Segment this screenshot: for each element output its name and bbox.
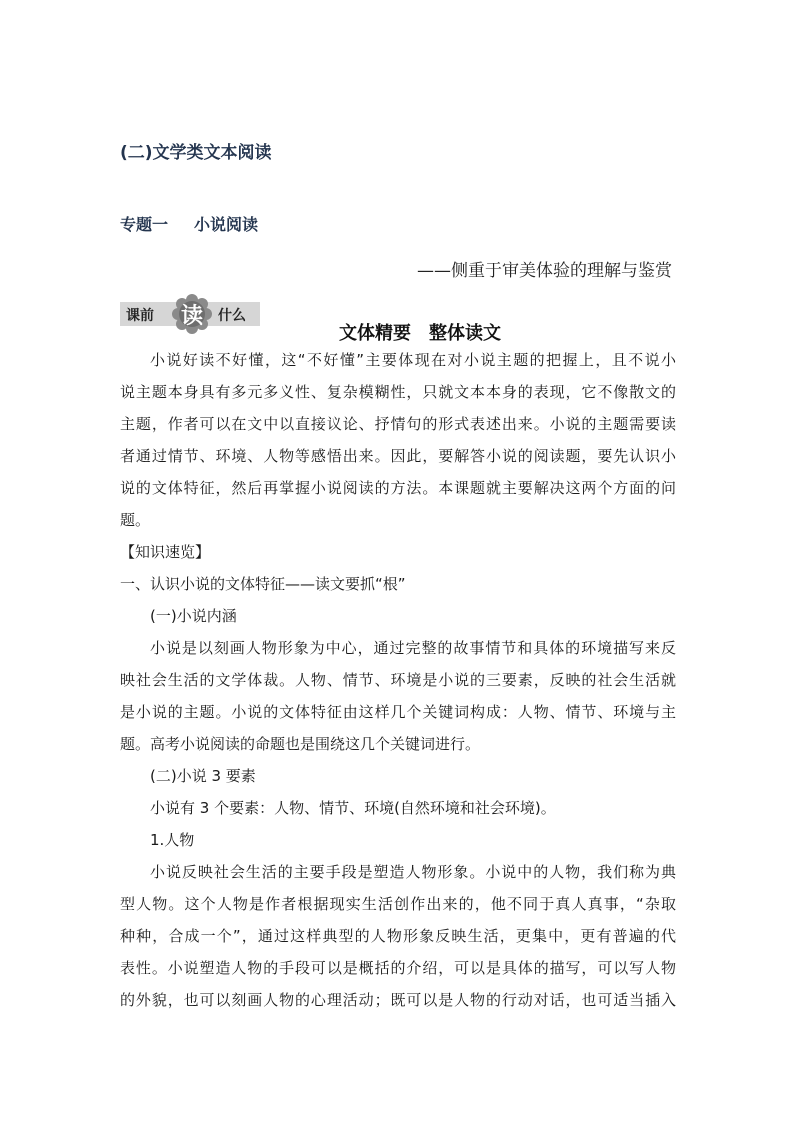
section-heading <box>0 319 794 345</box>
body-line: 小说有 3 个要素：人物、情节、环境(自然环境和社会环境)。 <box>150 799 556 817</box>
body-line: 小说反映社会生活的主要手段是塑造人物形象。小说中的人物，我们称为典 <box>150 863 676 881</box>
intro-line: 小说好读不好懂，这“不好懂”主要体现在对小说主题的把握上，且不说小 <box>150 351 676 369</box>
body-line: 是小说的主题。小说的文体特征由这样几个关键词构成：人物、情节、环境与主 <box>120 703 676 721</box>
banner-badge-text: 读 <box>180 304 203 329</box>
intro-line: 说主题本身具有多元多义性、复杂模糊性，只就文本本身的表现，它不像散文的 <box>120 383 676 401</box>
subsection-title: (一)小说内涵 <box>150 607 237 625</box>
intro-line: 主题，作者可以在文中以直接议论、抒情句的形式表述出来。小说的主题需要读 <box>120 415 676 433</box>
point-title: 1.人物 <box>150 831 195 849</box>
body-line: 小说是以刻画人物形象为中心，通过完整的故事情节和具体的环境描写来反 <box>150 639 676 657</box>
body-line: 题。高考小说阅读的命题也是围绕这几个关键词进行。 <box>120 735 481 753</box>
topic-name: 小说阅读 <box>194 215 259 234</box>
intro-line: 说的文体特征，然后再掌握小说阅读的方法。本课题就主要解决这两个方面的问 <box>120 479 676 497</box>
topic-subtitle: ——侧重于审美体验的理解与鉴赏 <box>417 261 672 281</box>
intro-line: 题。 <box>120 511 151 529</box>
heading-part2: 整体读文 <box>429 323 501 344</box>
topic-number: 专题一 <box>120 215 169 234</box>
banner-left-text: 课前 <box>126 308 154 324</box>
intro-paragraph <box>120 344 676 1016</box>
knowledge-label: 【知识速览】 <box>120 543 211 561</box>
subsection-title: (二)小说 3 要素 <box>150 767 256 785</box>
banner-right-text: 什么 <box>218 308 246 324</box>
body-line: 表性。小说塑造人物的手段可以是概括的介绍，可以是具体的描写，可以写人物 <box>120 959 676 977</box>
intro-line: 者通过情节、环境、人物等感悟出来。因此，要解答小说的阅读题，要先认识小 <box>120 447 676 465</box>
section-title: (二)文学类文本阅读 <box>120 143 272 163</box>
body-line: 型人物。这个人物是作者根据现实生活创作出来的，他不同于真人真事，“杂取 <box>120 895 676 913</box>
body-line: 种种，合成一个”，通过这样典型的人物形象反映生活，更集中，更有普遍的代 <box>120 927 676 945</box>
item-heading: 一、认识小说的文体特征——读文要抓“根” <box>120 575 406 593</box>
body-line: 映社会生活的文学体裁。人物、情节、环境是小说的三要素，反映的社会生活就 <box>120 671 676 689</box>
body-line: 的外貌，也可以刻画人物的心理活动；既可以是人物的行动对话，也可适当插入 <box>120 991 676 1009</box>
topic-title <box>120 212 258 235</box>
heading-part1: 文体精要 <box>339 323 411 344</box>
